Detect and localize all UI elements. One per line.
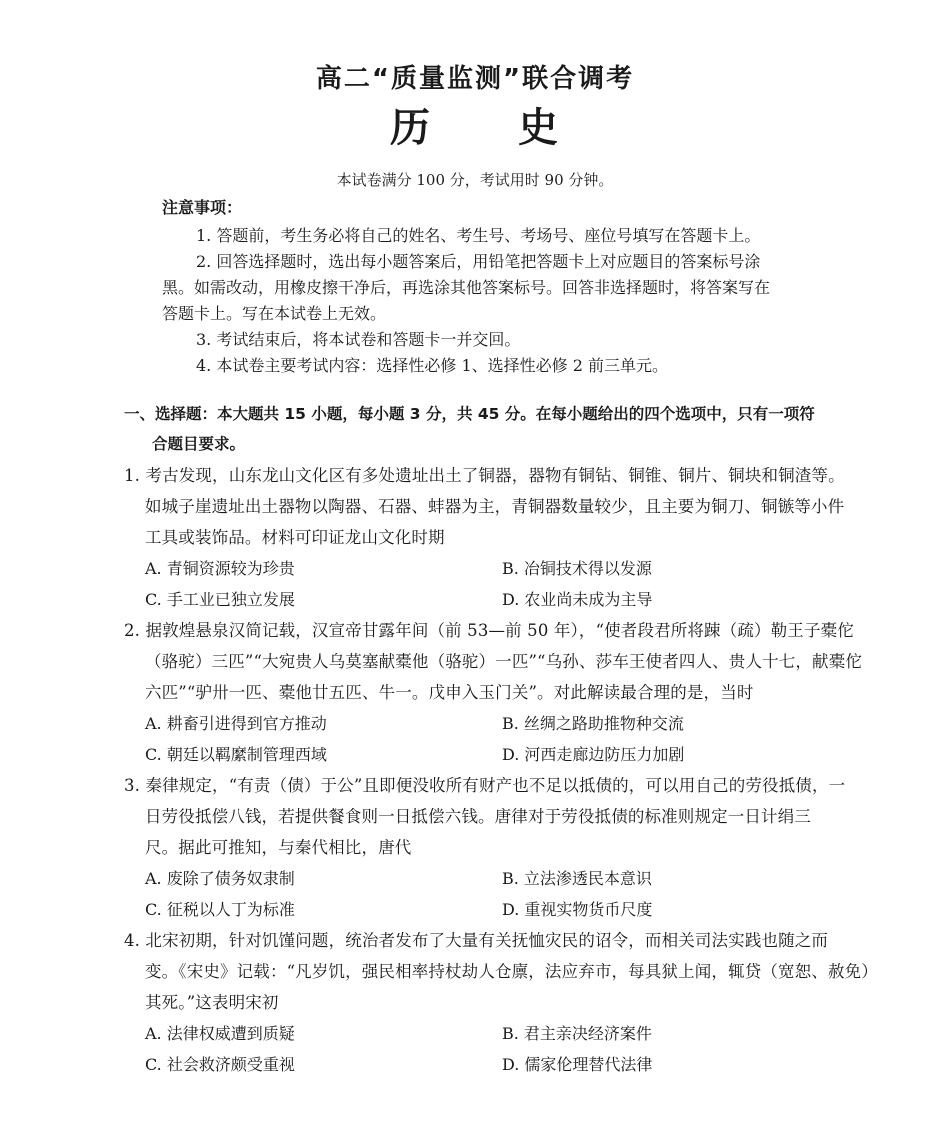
question-2-stem-line-2: （骆驼）三匹”“大宛贵人乌莫塞献橐他（骆驼）一匹”“乌孙、莎车王使者四人、贵人十七，献橐佗 — [145, 652, 862, 671]
question-1-stem-line-1: 1. 考古发现，山东龙山文化区有多处遗址出土了铜器，器物有铜钻、铜锥、铜片、铜块和铜渣等。 — [124, 466, 845, 485]
notes-heading: 注意事项： — [162, 198, 243, 217]
question-2-option-c: C. 朝廷以羁縻制管理西域 — [145, 745, 327, 764]
question-1-stem-line-3: 工具或装饰品。材料可印证龙山文化时期 — [145, 528, 445, 547]
question-2-option-b: B. 丝绸之路助推物种交流 — [502, 714, 684, 733]
subject-char-2: 史 — [518, 105, 560, 151]
exam-title: 高二“质量监测”联合调考 — [315, 64, 635, 94]
question-3-option-c: C. 征税以人丁为标准 — [145, 900, 295, 919]
question-1-option-a: A. 青铜资源较为珍贵 — [145, 559, 295, 578]
section-instructions-line-1: 一、选择题：本大题共 15 小题，每小题 3 分，共 45 分。在每小题给出的四个选项中，只有一项符 — [124, 405, 815, 423]
question-4-option-a: A. 法律权威遭到质疑 — [145, 1024, 295, 1043]
notes-item-3: 3. 考试结束后，将本试卷和答题卡一并交回。 — [196, 330, 521, 349]
subject-title — [0, 96, 950, 153]
question-1-option-c: C. 手工业已独立发展 — [145, 590, 295, 609]
question-2-option-a: A. 耕畜引进得到官方推动 — [145, 714, 327, 733]
section-instructions-line-2: 合题目要求。 — [152, 435, 246, 453]
question-4-option-d: D. 儒家伦理替代法律 — [502, 1055, 653, 1074]
question-3-stem-line-3: 尺。据此可推知，与秦代相比，唐代 — [145, 838, 412, 857]
question-1-option-b: B. 冶铜技术得以发源 — [502, 559, 652, 578]
question-4-option-b: B. 君主亲决经济案件 — [502, 1024, 652, 1043]
notes-item-4: 4. 本试卷主要考试内容：选择性必修 1、选择性必修 2 前三单元。 — [196, 356, 668, 375]
question-4-stem-line-2: 变。《宋史》记载：“凡岁饥，强民相率持杖劫人仓廪，法应弃市，每具狱上闻，辄贷（宽恕、赦免） — [145, 962, 878, 981]
question-2-stem-line-1: 2. 据敦煌悬泉汉简记载，汉宣帝甘露年间（前 53—前 50 年），“使者段君所将踈（疏）勒王子橐佗 — [124, 621, 854, 640]
subject-char-1: 历 — [390, 105, 432, 151]
notes-item-2-line-3: 答题卡上。写在本试卷上无效。 — [162, 304, 387, 323]
question-3-option-a: A. 废除了债务奴隶制 — [145, 869, 295, 888]
question-2-option-d: D. 河西走廊边防压力加剧 — [502, 745, 685, 764]
question-3-option-b: B. 立法渗透民本意识 — [502, 869, 652, 888]
question-3-stem-line-1: 3. 秦律规定，“有责（债）于公”且即便没收所有财产也不足以抵债的，可以用自己的劳役抵债，一 — [124, 776, 846, 795]
notes-item-2-line-1: 2. 回答选择题时，选出每小题答案后，用铅笔把答题卡上对应题目的答案标号涂 — [196, 252, 761, 271]
question-1-stem-line-2: 如城子崖遗址出土器物以陶器、石器、蚌器为主，青铜器数量较少，且主要为铜刀、铜镞等小件 — [145, 497, 845, 516]
notes-item-2-line-2: 黑。如需改动，用橡皮擦干净后，再选涂其他答案标号。回答非选择题时，将答案写在 — [162, 278, 771, 297]
question-3-stem-line-2: 日劳役抵偿八钱，若提供餐食则一日抵偿六钱。唐律对于劳役抵债的标准则规定一日计绢三 — [145, 807, 811, 826]
question-4-option-c: C. 社会救济颇受重视 — [145, 1055, 295, 1074]
exam-intro: 本试卷满分 100 分，考试用时 90 分钟。 — [336, 171, 614, 189]
notes-item-1: 1. 答题前，考生务必将自己的姓名、考生号、考场号、座位号填写在答题卡上。 — [196, 226, 761, 245]
question-4-stem-line-1: 4. 北宋初期，针对饥馑问题，统治者发布了大量有关抚恤灾民的诏令，而相关司法实践也随之而 — [124, 931, 829, 950]
question-4-stem-line-3: 其死。”这表明宋初 — [145, 993, 279, 1012]
question-2-stem-line-3: 六匹”“驴卅一匹、橐他廿五匹、牛一。戊申入玉门关”。对此解读最合理的是，当时 — [145, 683, 754, 702]
question-3-option-d: D. 重视实物货币尺度 — [502, 900, 653, 919]
question-1-option-d: D. 农业尚未成为主导 — [502, 590, 653, 609]
